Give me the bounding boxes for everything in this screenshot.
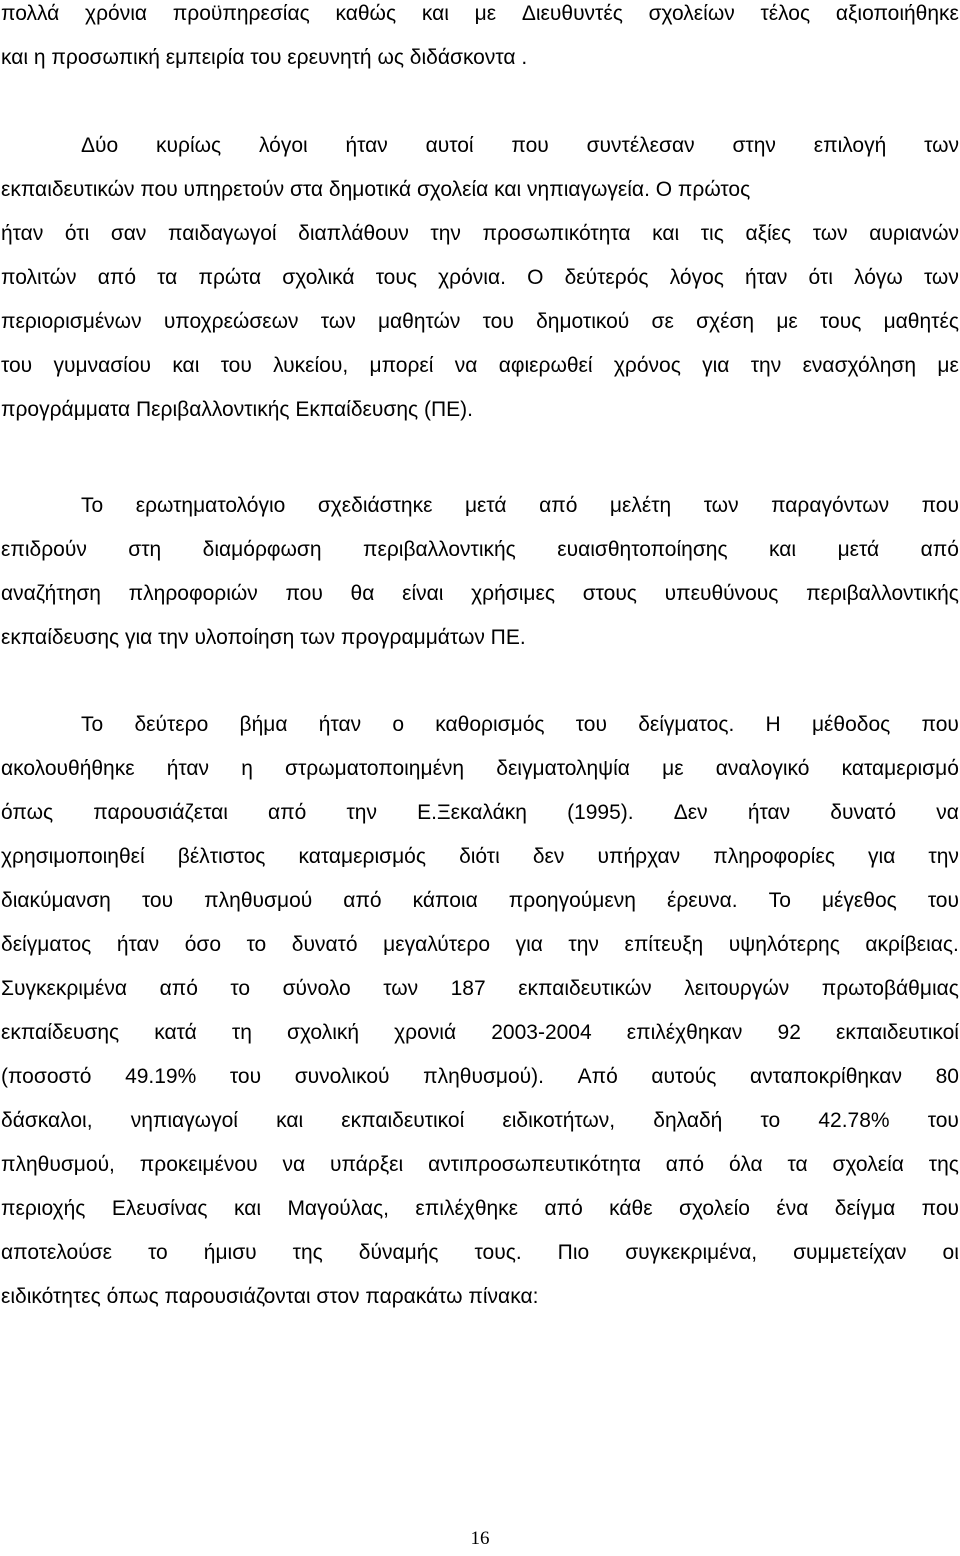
text-word: χρόνος [613,354,681,377]
text-word: παραγόντων [771,494,890,517]
text-word: συγκεκριμένα, [625,1241,758,1264]
text-word: αποτελούσε [1,1241,113,1264]
text-word: χρησιμοποιηθεί [1,845,145,868]
text-word: ήμισυ [203,1241,257,1264]
text-word: καθώς [335,2,397,25]
text-word: ήταν [747,801,791,824]
text-word: σχολεία [832,1153,904,1176]
text-word: καθορισμός [435,713,545,736]
text-word: δεν [532,845,565,868]
text-word: χρήσιμες [471,582,555,605]
text-word: ερωτηματολόγιο [135,494,286,517]
text-word: ήταν [318,713,362,736]
text-word: των [924,134,959,157]
text-word: υπάρξει [329,1153,404,1176]
text-word: από [539,494,578,517]
text-word: προσωπικότητα [482,222,631,245]
text-word: τέλος [760,2,811,25]
text-word: διαμόρφωση [202,538,322,561]
text-word: των [383,977,419,1000]
text-word: του [927,889,959,912]
text-word: στην [732,134,776,157]
text-word: σχέση [696,310,755,333]
text-word: πληθυσμού [204,889,313,912]
text-word: Μαγούλας, [287,1197,390,1220]
text-word: του [1,354,33,377]
text-word: του [482,310,514,333]
text-word: και [233,1197,262,1220]
text-word: μελέτη [609,494,672,517]
text-word: αξιοποιήθηκε [835,2,959,25]
text-word: πληθυσμού). [423,1065,544,1088]
text-word: εκπαιδευτικών [518,977,652,1000]
text-word: Το [81,713,104,736]
text-word: αναζήτηση [1,582,101,605]
text-word: στη [128,538,162,561]
text-word: υποχρεώσεων [163,310,299,333]
text-word: 49.19% [125,1065,197,1088]
text-word: ήταν [116,933,160,956]
text-word: και [421,2,449,25]
text-line [1,925,959,965]
text-word: σύνολο [282,977,351,1000]
text-word: μετά [464,494,507,517]
text-word: που [921,713,959,736]
page-number: 16 [470,1528,490,1549]
text-word: Δεν [673,801,708,824]
text-word: δάσκαλοι, [1,1109,93,1132]
text-word: τα [157,266,178,289]
text-word: σχολικά [282,266,355,289]
text-word: αντιπροσωπευτικότητα [428,1153,641,1176]
text-line [1,969,959,1009]
text-word: Συγκεκριμένα [1,977,128,1000]
text-word: λυκείου, [273,354,349,377]
text-word: σε [651,310,674,333]
text-word: την [430,222,461,245]
text-word: υπευθύνους [664,582,779,605]
text-word: συντέλεσαν [586,134,695,157]
text-word: εκπαίδευσης [1,1021,120,1044]
text-word: δείγματος [1,933,92,956]
text-line: εκπαιδευτικών που υπηρετούν στα δημοτικά σχολεία και νηπιαγωγεία. Ο πρώτος [1,178,751,201]
text-line [1,258,959,298]
text-word: μέγεθος [821,889,897,912]
text-word: αυριανών [869,222,959,245]
text-word: το [246,933,267,956]
text-line [81,126,959,166]
text-word: της [928,1153,959,1176]
text-word: επίτευξη [624,933,704,956]
text-word: παιδαγωγοί [168,222,277,245]
text-word: από [343,889,382,912]
text-word: οι [942,1241,959,1264]
text-word: ήταν [345,134,388,157]
text-word: από [665,1153,705,1176]
text-word: του [927,1109,959,1132]
text-word: λόγω [854,266,903,289]
text-word: γυμνασίου [53,354,151,377]
text-word: η [241,757,253,780]
text-word: την [568,933,599,956]
text-word: λειτουργών [684,977,790,1000]
text-line [1,1057,959,1097]
text-word: πολλά [1,2,60,25]
text-word: να [936,801,959,824]
text-word: εκπαιδευτικοί [836,1021,959,1044]
text-word: ειδικοτήτων, [502,1109,616,1132]
text-word: 187 [450,977,486,1000]
text-word: του [220,354,252,377]
text-word: συνολικού [294,1065,390,1088]
text-word: πληροφορίες [713,845,835,868]
text-word: παρουσιάζεται [93,801,228,824]
text-word: και [652,222,680,245]
text-word: κάθε [609,1197,653,1220]
text-word: για [515,933,543,956]
text-word: καταμερισμό [841,757,959,780]
text-word: ακρίβειας. [865,933,959,956]
text-line [1,574,959,614]
text-line [1,749,959,789]
text-word: διακύμανση [1,889,111,912]
text-word: μπορεί [369,354,434,377]
text-word: από [159,977,198,1000]
text-line [1,346,959,386]
text-word: των [703,494,739,517]
text-word: ένα [776,1197,809,1220]
text-word: περιορισμένων [1,310,142,333]
text-word: ακολουθήθηκε [1,757,135,780]
text-word: των [320,310,356,333]
text-word: (1995). [567,801,634,824]
text-word: επιλέχθηκαν [626,1021,743,1044]
text-word: με [937,354,959,377]
text-word: θα [350,582,375,605]
text-word: Ε.Ξεκαλάκη [417,801,527,824]
text-word: προϋπηρεσίας [172,2,310,25]
text-word: 92 [777,1021,801,1044]
text-word: 2003-2004 [491,1021,592,1044]
text-word: το [148,1241,168,1264]
text-word: πρωτοβάθμιας [821,977,959,1000]
text-word: ενασχόληση [802,354,917,377]
text-word: συμμετείχαν [793,1241,907,1264]
text-word: Ελευσίνας [111,1197,208,1220]
text-word: υψηλότερης [728,933,840,956]
text-word: τα [787,1153,808,1176]
text-line [81,705,959,745]
text-word: μετά [837,538,880,561]
text-line [1,1013,959,1053]
text-word: Από [577,1065,618,1088]
text-word: προκειμένου [139,1153,258,1176]
text-word: ότι [64,222,90,245]
text-word: δεύτερο [134,713,209,736]
text-word: που [511,134,549,157]
text-word: του [575,713,607,736]
text-word: με [662,757,684,780]
text-word: δυνατό [291,933,358,956]
text-word: κάποια [412,889,478,912]
text-word: 42.78% [818,1109,890,1132]
text-word: με [474,2,497,25]
text-word: της [292,1241,323,1264]
text-word: από [920,538,959,561]
text-word: για [702,354,730,377]
text-word: με [776,310,798,333]
text-word: πληροφοριών [128,582,258,605]
text-word: όσο [184,933,222,956]
text-word: λόγοι [258,134,308,157]
text-word: χρόνια. [438,266,506,289]
text-line: ειδικότητες όπως παρουσιάζονται στον παρακάτω πίνακα: [1,1285,539,1308]
text-word: τις [700,222,724,245]
text-word: σχολείων [648,2,735,25]
text-word: περιβαλλοντικής [806,582,959,605]
text-word: ο [392,713,405,736]
text-word: να [454,354,478,377]
text-word: αφιερωθεί [498,354,593,377]
text-line: και η προσωπική εμπειρία του ερευνητή ως διδάσκοντα . [1,46,528,69]
text-word: αυτοί [425,134,474,157]
text-line [1,837,959,877]
text-word: αξίες [745,222,792,245]
text-word: τους [820,310,862,333]
text-word: όλα [728,1153,763,1176]
text-line [1,881,959,921]
text-word: να [282,1153,306,1176]
text-word: ήταν [166,757,210,780]
text-word: καταμερισμός [298,845,426,868]
text-word: είναι [402,582,444,605]
text-word: Διευθυντές [521,2,623,25]
text-word: τη [231,1021,252,1044]
text-word: κατά [154,1021,197,1044]
text-word: νηπιαγωγοί [130,1109,238,1132]
text-line [1,793,959,833]
text-word: σχολείο [679,1197,750,1220]
text-word: που [921,1197,959,1220]
text-word: όπως [1,801,54,824]
text-word: πρώτα [198,266,262,289]
text-line [1,1189,959,1229]
text-word: επιλογή [813,134,887,157]
text-word: πληθυσμού, [1,1153,115,1176]
text-word: και [172,354,200,377]
text-word: προηγούμενη [508,889,636,912]
text-word: Δύο [81,134,119,157]
text-line [1,0,959,34]
text-word: επιλέχθηκε [415,1197,519,1220]
text-word: έρευνα. [666,889,738,912]
text-word: δείγμα [834,1197,896,1220]
text-word: μαθητές [883,310,959,333]
text-line [81,486,959,526]
text-word: το [760,1109,781,1132]
text-word: Ο [527,266,544,289]
text-word: του [141,889,174,912]
text-word: (ποσοστό [1,1065,92,1088]
text-line: προγράμματα Περιβαλλοντικής Εκπαίδευσης (ΠΕ). [1,398,473,421]
text-word: Το [81,494,104,517]
text-word: ανταποκρίθηκαν [749,1065,902,1088]
text-word: δυνατό [830,801,897,824]
text-word: χρόνια [85,2,148,25]
text-word: μαθητών [377,310,461,333]
text-word: Η [765,713,781,736]
text-word: αναλογικό [715,757,810,780]
text-word: δηλαδή [653,1109,723,1132]
text-word: τους. [474,1241,522,1264]
text-word: την [750,354,782,377]
text-line [1,1145,959,1185]
text-word: πολιτών [1,266,77,289]
text-word: διαπλάθουν [298,222,409,245]
text-word: ήταν [745,266,788,289]
text-word: βέλτιστος [177,845,266,868]
text-word: περιβαλλοντικής [363,538,516,561]
text-word: επιδρούν [1,538,87,561]
text-word: στους [582,582,637,605]
text-word: λόγος [669,266,724,289]
text-word: βήμα [239,713,288,736]
text-word: χρονιά [394,1021,457,1044]
text-word: και [769,538,797,561]
text-word: αυτούς [651,1065,717,1088]
text-line [1,530,959,570]
text-line [1,1101,959,1141]
text-word: κυρίως [156,134,222,157]
text-word: δείγματος. [638,713,735,736]
text-word: που [921,494,959,517]
text-word: από [97,266,136,289]
text-word: τους [375,266,417,289]
text-word: ευαισθητοποίησης [557,538,728,561]
text-word: δειγματοληψία [496,757,630,780]
text-word: και [276,1109,304,1132]
text-line [1,302,959,342]
text-line [1,1233,959,1273]
text-word: διότι [459,845,500,868]
text-word: δημοτικού [536,310,630,333]
text-word: μεγαλύτερο [383,933,491,956]
text-word: την [346,801,377,824]
text-word: για [868,845,896,868]
text-word: δύναμής [358,1241,439,1264]
text-word: υπήρχαν [597,845,681,868]
text-word: που [285,582,323,605]
text-word: σαν [110,222,147,245]
text-word: το [230,977,251,1000]
text-word: από [268,801,307,824]
text-word: 80 [935,1065,959,1088]
text-word: την [928,845,959,868]
text-word: από [544,1197,583,1220]
text-word: μέθοδος [811,713,891,736]
text-word: του [229,1065,262,1088]
text-word: στρωματοποιημένη [285,757,465,780]
text-word: ότι [808,266,833,289]
text-word: δεύτερός [564,266,649,289]
text-line [1,214,959,254]
text-word: ήταν [1,222,44,245]
text-word: περιοχής [1,1197,86,1220]
text-word: σχεδιάστηκε [317,494,433,517]
text-word: σχολική [287,1021,360,1044]
text-word: των [812,222,848,245]
text-word: Πιο [557,1241,590,1264]
text-word: Το [768,889,791,912]
text-word: των [923,266,959,289]
text-line: εκπαίδευσης για την υλοποίηση των προγραμμάτων ΠΕ. [1,626,526,649]
text-word: εκπαιδευτικοί [341,1109,465,1132]
